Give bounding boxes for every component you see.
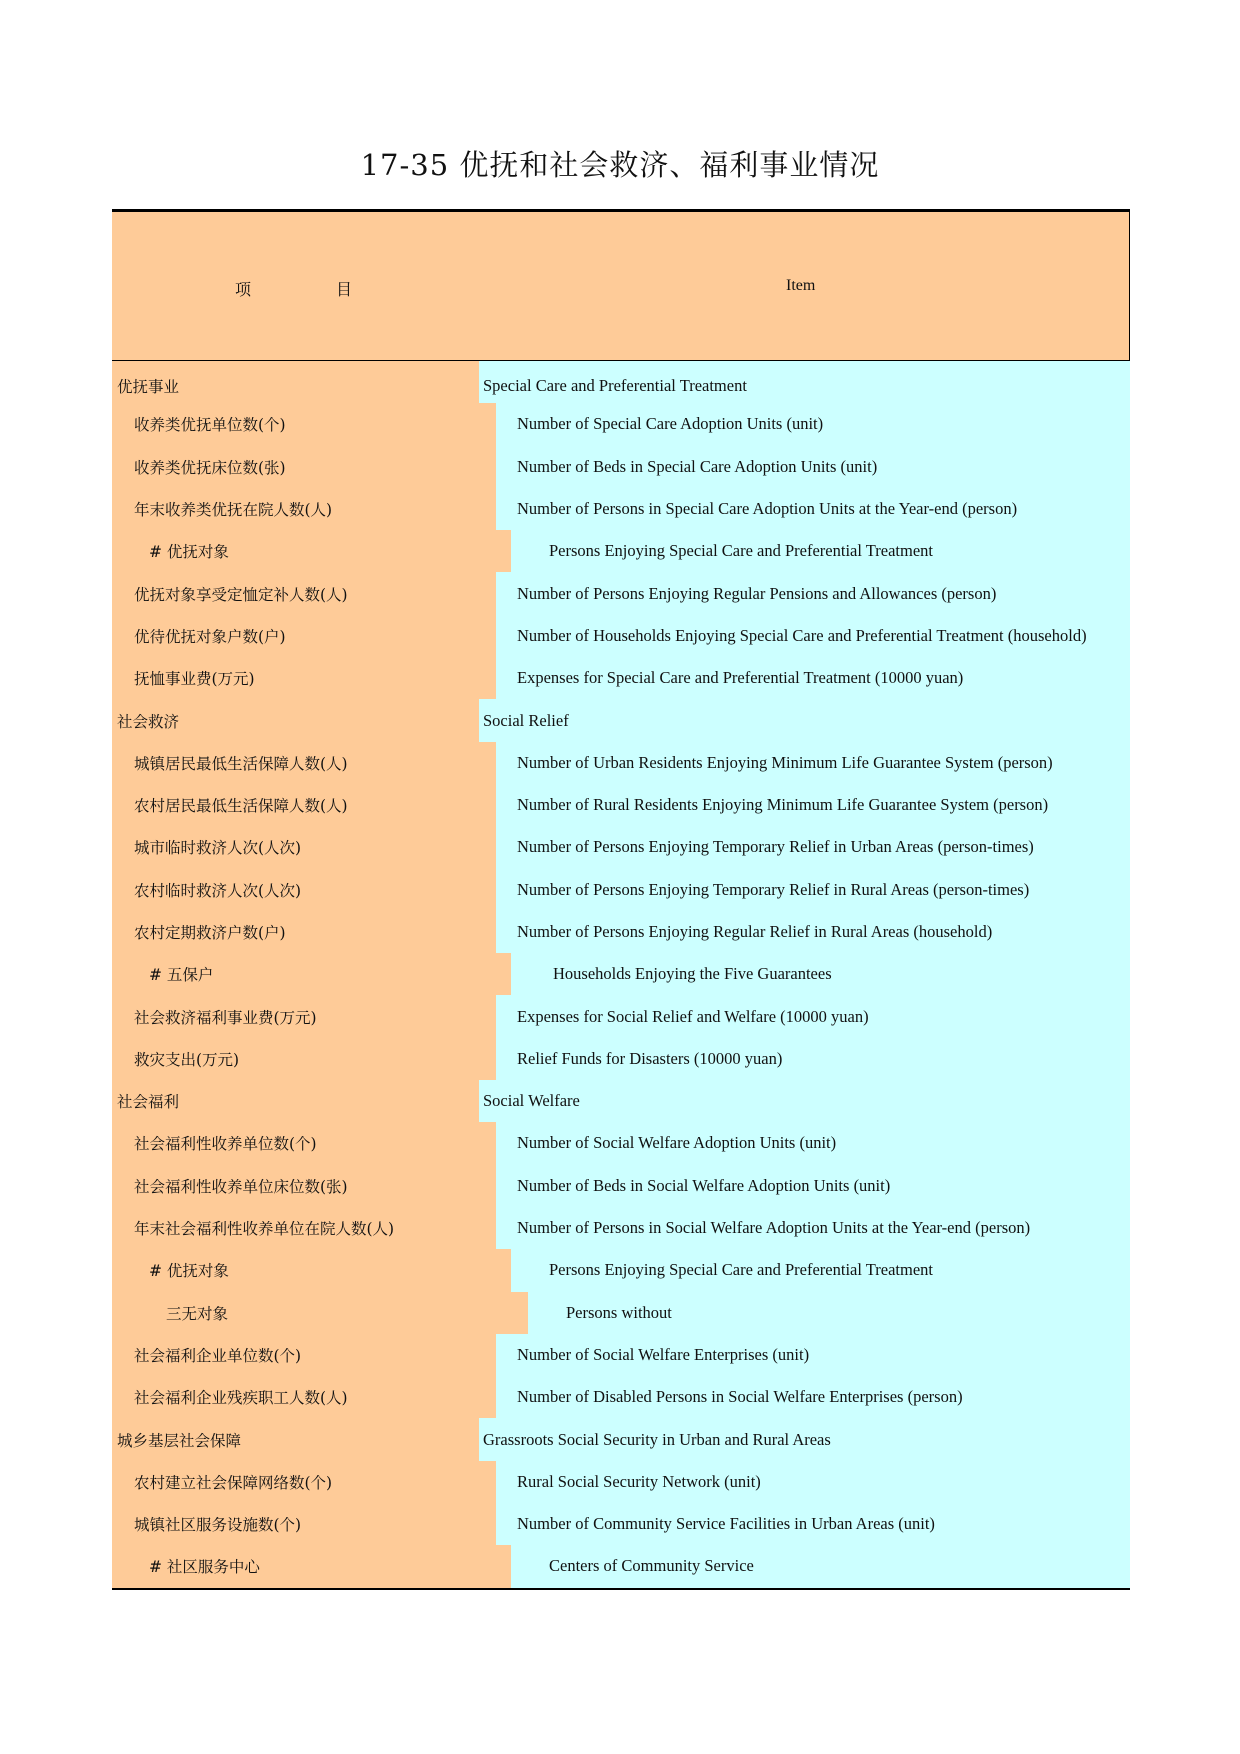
table-row <box>112 1122 1130 1164</box>
item-en: Persons Enjoying Special Care and Preferential Treatment <box>511 530 1130 572</box>
item-en: Number of Disabled Persons in Social Welfare Enterprises (person) <box>496 1376 1130 1418</box>
table-row <box>112 615 1130 657</box>
table-row <box>112 953 1130 995</box>
data-table <box>112 209 1130 1590</box>
item-en: Number of Beds in Social Welfare Adoption Units (unit) <box>496 1165 1130 1207</box>
item-zh: 优抚事业 <box>112 361 479 403</box>
item-zh: # 社区服务中心 <box>112 1545 511 1587</box>
item-zh: 年末社会福利性收养单位在院人数(人) <box>112 1207 496 1249</box>
item-zh: 农村建立社会保障网络数(个) <box>112 1461 496 1503</box>
table-row <box>112 869 1130 911</box>
item-zh: # 五保户 <box>112 953 511 995</box>
item-en: Special Care and Preferential Treatment <box>479 361 1130 403</box>
item-en: Rural Social Security Network (unit) <box>496 1461 1130 1503</box>
item-zh: 年末收养类优抚在院人数(人) <box>112 488 496 530</box>
item-zh: 农村临时救济人次(人次) <box>112 869 496 911</box>
item-zh: # 优抚对象 <box>112 530 511 572</box>
header-zh-2: 目 <box>336 282 353 299</box>
table-header <box>112 212 1130 361</box>
item-en: Number of Persons Enjoying Temporary Relief in Rural Areas (person-times) <box>496 869 1130 911</box>
table-row <box>112 911 1130 953</box>
item-zh: 城镇社区服务设施数(个) <box>112 1503 496 1545</box>
item-en: Grassroots Social Security in Urban and Rural Areas <box>479 1418 1130 1460</box>
table-row <box>112 1545 1130 1587</box>
table-body <box>112 361 1130 1588</box>
item-zh: 社会救济 <box>112 699 479 741</box>
table-row <box>112 1080 1130 1122</box>
table-row <box>112 446 1130 488</box>
item-zh: 收养类优抚床位数(张) <box>112 446 496 488</box>
item-zh: 收养类优抚单位数(个) <box>112 403 496 445</box>
page-title: 17-35 优抚和社会救济、福利事业情况 <box>360 148 880 182</box>
item-en: Social Relief <box>479 699 1130 741</box>
table-row <box>112 995 1130 1037</box>
table-row <box>112 530 1130 572</box>
item-en: Households Enjoying the Five Guarantees <box>511 953 1130 995</box>
item-zh: 社会福利性收养单位床位数(张) <box>112 1165 496 1207</box>
table-row <box>112 1292 1130 1334</box>
item-en: Number of Rural Residents Enjoying Minimum Life Guarantee System (person) <box>496 784 1130 826</box>
item-zh: 城镇居民最低生活保障人数(人) <box>112 742 496 784</box>
item-en: Social Welfare <box>479 1080 1130 1122</box>
item-zh: 优抚对象享受定恤定补人数(人) <box>112 572 496 614</box>
item-zh: 城乡基层社会保障 <box>112 1418 479 1460</box>
item-en: Number of Persons Enjoying Temporary Relief in Urban Areas (person-times) <box>496 826 1130 868</box>
item-zh: 农村居民最低生活保障人数(人) <box>112 784 496 826</box>
item-zh: 农村定期救济户数(户) <box>112 911 496 953</box>
item-en: Number of Community Service Facilities in Urban Areas (unit) <box>496 1503 1130 1545</box>
table-row <box>112 1038 1130 1080</box>
item-zh: # 优抚对象 <box>112 1249 511 1291</box>
item-en: Number of Households Enjoying Special Care and Preferential Treatment (household) <box>496 615 1130 657</box>
item-en: Number of Social Welfare Enterprises (unit) <box>496 1334 1130 1376</box>
item-zh: 三无对象 <box>112 1292 528 1334</box>
table-row <box>112 572 1130 614</box>
table-row <box>112 699 1130 741</box>
table-row <box>112 361 1130 403</box>
item-zh: 抚恤事业费(万元) <box>112 657 496 699</box>
item-en: Number of Social Welfare Adoption Units (unit) <box>496 1122 1130 1164</box>
item-en: Number of Beds in Special Care Adoption Units (unit) <box>496 446 1130 488</box>
item-zh: 救灾支出(万元) <box>112 1038 496 1080</box>
table-row <box>112 826 1130 868</box>
item-en: Number of Urban Residents Enjoying Minimum Life Guarantee System (person) <box>496 742 1130 784</box>
item-en: Number of Persons in Special Care Adoption Units at the Year-end (person) <box>496 488 1130 530</box>
item-en: Number of Special Care Adoption Units (unit) <box>496 403 1130 445</box>
item-zh: 社会福利 <box>112 1080 479 1122</box>
item-en: Number of Persons Enjoying Regular Relief in Rural Areas (household) <box>496 911 1130 953</box>
item-en: Expenses for Social Relief and Welfare (10000 yuan) <box>496 995 1130 1037</box>
item-en: Expenses for Special Care and Preferential Treatment (10000 yuan) <box>496 657 1130 699</box>
item-en: Number of Persons in Social Welfare Adoption Units at the Year-end (person) <box>496 1207 1130 1249</box>
table-row <box>112 1376 1130 1418</box>
item-en: Persons Enjoying Special Care and Preferential Treatment <box>511 1249 1130 1291</box>
header-zh-1: 项 <box>235 282 252 299</box>
table-row <box>112 488 1130 530</box>
table-row <box>112 403 1130 445</box>
item-en: Persons without <box>528 1292 1130 1334</box>
item-zh: 社会救济福利事业费(万元) <box>112 995 496 1037</box>
table-row <box>112 1207 1130 1249</box>
table-row <box>112 1165 1130 1207</box>
table-row <box>112 1249 1130 1291</box>
item-en: Number of Persons Enjoying Regular Pensions and Allowances (person) <box>496 572 1130 614</box>
item-zh: 社会福利企业残疾职工人数(人) <box>112 1376 496 1418</box>
item-zh: 优待优抚对象户数(户) <box>112 615 496 657</box>
header-en: Item <box>786 277 816 294</box>
table-row <box>112 657 1130 699</box>
table-row <box>112 1418 1130 1460</box>
table-row <box>112 742 1130 784</box>
item-en: Relief Funds for Disasters (10000 yuan) <box>496 1038 1130 1080</box>
item-en: Centers of Community Service <box>511 1545 1130 1587</box>
table-row <box>112 1461 1130 1503</box>
table-row <box>112 1334 1130 1376</box>
table-row <box>112 1503 1130 1545</box>
item-zh: 社会福利性收养单位数(个) <box>112 1122 496 1164</box>
item-zh: 城市临时救济人次(人次) <box>112 826 496 868</box>
item-zh: 社会福利企业单位数(个) <box>112 1334 496 1376</box>
table-row <box>112 784 1130 826</box>
